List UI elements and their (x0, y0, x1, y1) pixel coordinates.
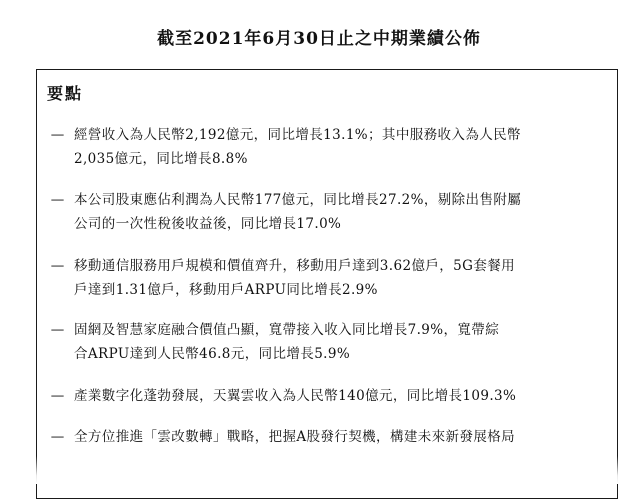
highlight-item (41, 123, 611, 171)
highlight-item (41, 254, 611, 302)
bullet-dash: — (50, 192, 65, 208)
highlight-text: 全方位推進「雲改數轉」戰略，把握A股發行契機，構建未來新發展格局 (74, 429, 516, 445)
highlight-text: 產業數字化蓬勃發展，天翼雲收入為人民幣140億元，同比增長109.3% (74, 388, 517, 404)
highlight-item (41, 384, 611, 408)
highlights-box (36, 69, 618, 499)
highlight-text: 本公司股東應佔利潤為人民幣177億元，同比增長27.2%，剔除出售附屬 公司的一次性稅後收益後，同比增長17.0% (74, 192, 522, 232)
document-title: 截至2021年6月30日止之中期業績公佈 (157, 29, 481, 49)
highlight-item (41, 318, 611, 366)
highlight-item (41, 188, 611, 236)
highlight-text: 固網及智慧家庭融合價值凸顯，寬帶接入收入同比增長7.9%，寬帶綜 合ARPU達到人民幣46.8元，同比增長5.9% (74, 322, 500, 362)
highlight-text: 經營收入為人民幣2,192億元，同比增長13.1%；其中服務收入為人民幣 2,035億元，同比增長8.8% (74, 127, 521, 167)
bullet-dash: — (50, 388, 65, 404)
bullet-dash: — (50, 258, 65, 274)
bottom-fade (0, 456, 638, 484)
highlights-heading: 要點 (47, 84, 84, 103)
bullet-dash: — (50, 429, 65, 445)
bullet-dash: — (50, 127, 65, 143)
highlight-text: 移動通信服務用戶規模和價值齊升，移動用戶達到3.62億戶，5G套餐用 戶達到1.31億戶，移動用戶ARPU同比增長2.9% (74, 258, 516, 298)
bullet-dash: — (50, 322, 65, 338)
highlight-item (41, 425, 611, 449)
